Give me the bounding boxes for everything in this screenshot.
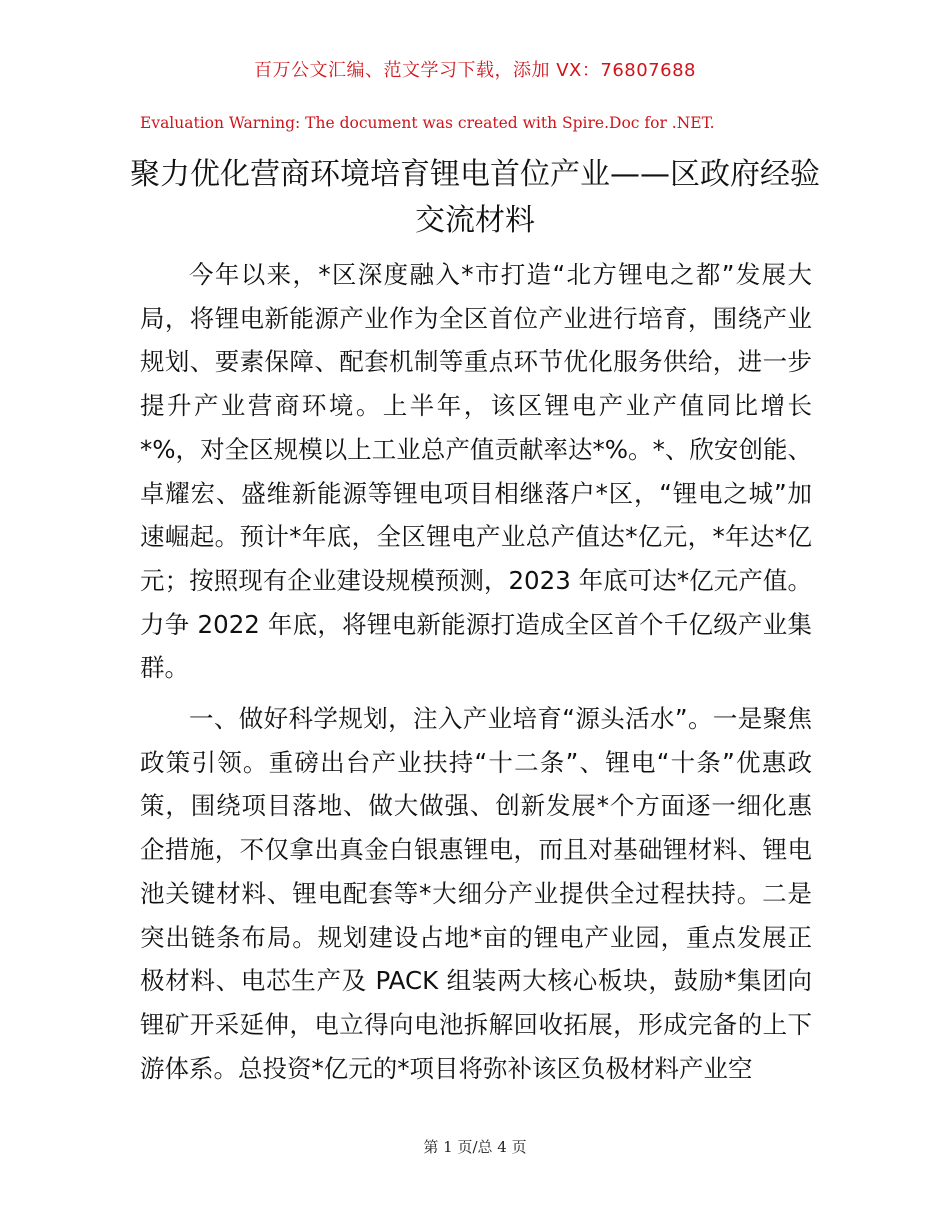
page-indicator: 第 1 页/总 4 页 xyxy=(423,1138,527,1156)
evaluation-warning: Evaluation Warning: The document was created with Spire.Doc for .NET. xyxy=(140,114,715,132)
header-banner: 百万公文汇编、范文学习下载，添加 VX：76807688 xyxy=(254,60,696,81)
body-paragraph-intro: 今年以来，*区深度融入*市打造“北方锂电之都”发展大局，将锂电新能源产业作为全区首位产业进行培育，围绕产业规划、要素保障、配套机制等重点环节优化服务供给，进一步提升产业营商环境。上半年，该区锂电产业产值同比增长*%，对全区规模以上工业总产值贡献率达*%。*、欣安创能、卓耀宏、盛维新能源等锂电项目相继落户*区，“锂电之城”加速崛起。预计*年底，全区锂电产业总产值达*亿元，*年达*亿元；按照现有企业建设规模预测，2023 年底可达*亿元产值。力争 2022 年底，将锂电新能源打造成全区首个千亿级产业集群。 xyxy=(140,260,812,683)
document-title: 聚力优化营商环境培育锂电首位产业——区政府经验交流材料 xyxy=(130,157,820,238)
body-paragraph-section-one: 一、做好科学规划，注入产业培育“源头活水”。一是聚焦政策引领。重磅出台产业扶持“十二条”、锂电“十条”优惠政策，围绕项目落地、做大做强、创新发展*个方面逐一细化惠企措施，不仅拿出真金白银惠锂电，而且对基础锂材料、锂电池关键材料、锂电配套等*大细分产业提供全过程扶持。二是突出链条布局。规划建设占地*亩的锂电产业园，重点发展正极材料、电芯生产及 PACK 组装两大核心板块，鼓励*集团向锂矿开采延伸，电立得向电池拆解回收拓展，形成完备的上下游体系。总投资*亿元的*项目将弥补该区负极材料产业空 xyxy=(140,704,812,1083)
